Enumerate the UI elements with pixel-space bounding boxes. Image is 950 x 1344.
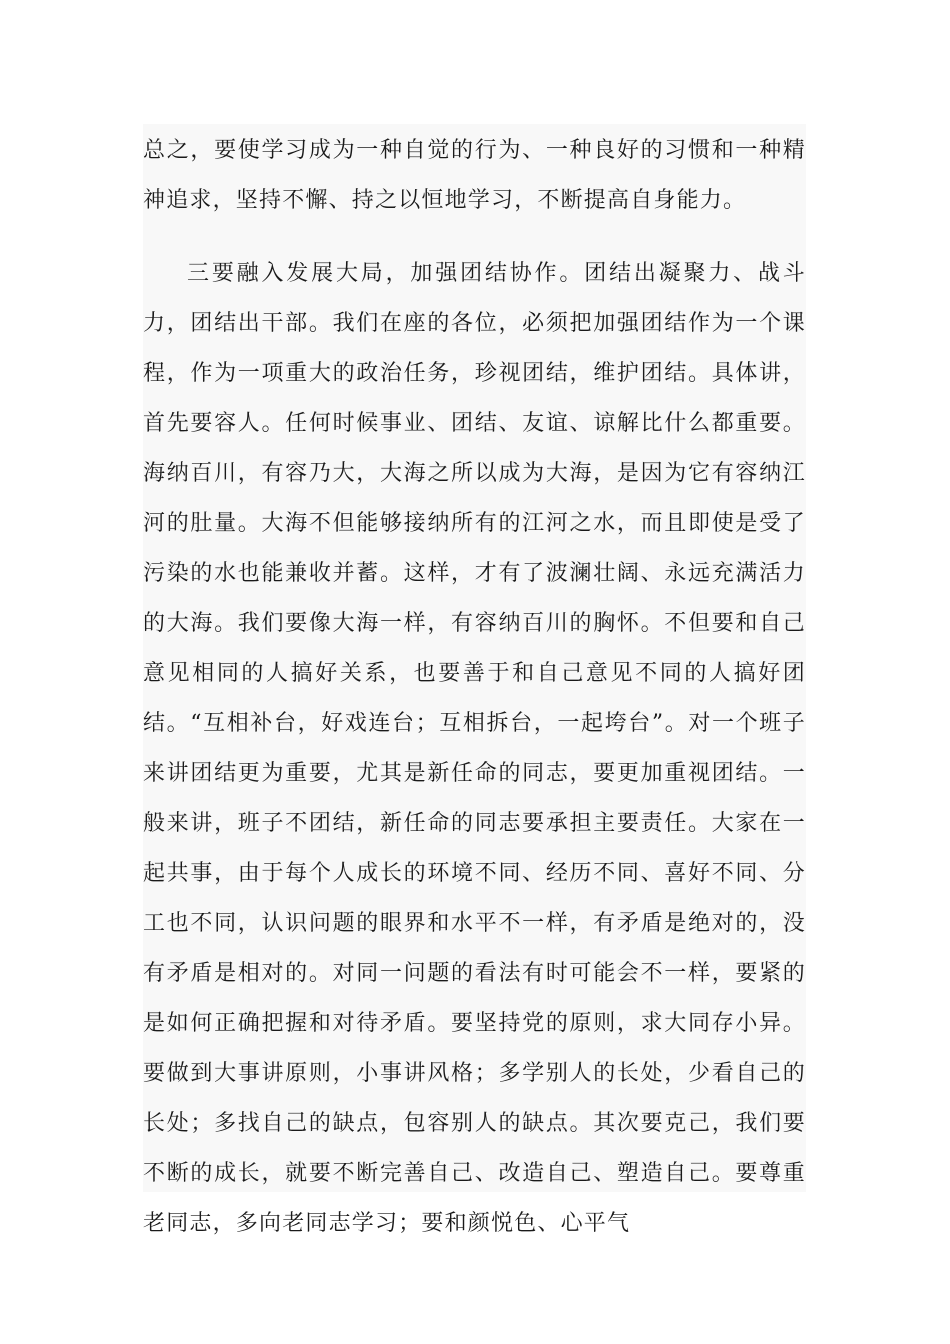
paragraph-conclusion: 总之，要使学习成为一种自觉的行为、一种良好的习惯和一种精神追求，坚持不懈、持之以恒地学习，不断提高自身能力。 [143, 138, 806, 213]
text-block [143, 124, 806, 1236]
paragraph-unity: 三要融入发展大局，加强团结协作。团结出凝聚力、战斗力，团结出干部。我们在座的各位，必须把加强团结作为一个课程，作为一项重大的政治任务，珍视团结，维护团结。具体讲，首先要容人。任何时候事业、团结、友谊、谅解比什么都重要。海纳百川，有容乃大，大海之所以成为大海，是因为它有容纳江河的肚量。大海不但能够接纳所有的江河之水，而且即使是受了污染的水也能兼收并蓄。这样，才有了波澜壮阔、永远充满活力的大海。我们要像大海一样，有容纳百川的胸怀。不但要和自己意见相同的人搞好关系，也要善于和自己意见不同的人搞好团结。“互相补台，好戏连台；互相拆台，一起垮台”。对一个班子来讲团结更为重要，尤其是新任命的同志，要更加重视团结。一般来讲，班子不团结，新任命的同志要承担主要责任。大家在一起共事，由于每个人成长的环境不同、经历不同、喜好不同、分工也不同，认识问题的眼界和水平不一样，有矛盾是绝对的，没有矛盾是相对的。对同一问题的看法有时可能会不一样，要紧的是如何正确把握和对待矛盾。要坚持党的原则，求大同存小异。要做到大事讲原则，小事讲风格；多学别人的长处，少看自己的长处；多找自己的缺点，包容别人的缺点。其次要克己，我们要不断的成长，就要不断完善自己、改造自己、塑造自己。要尊重老同志，多向老同志学习；要和颜悦色、心平气 [143, 261, 806, 1236]
